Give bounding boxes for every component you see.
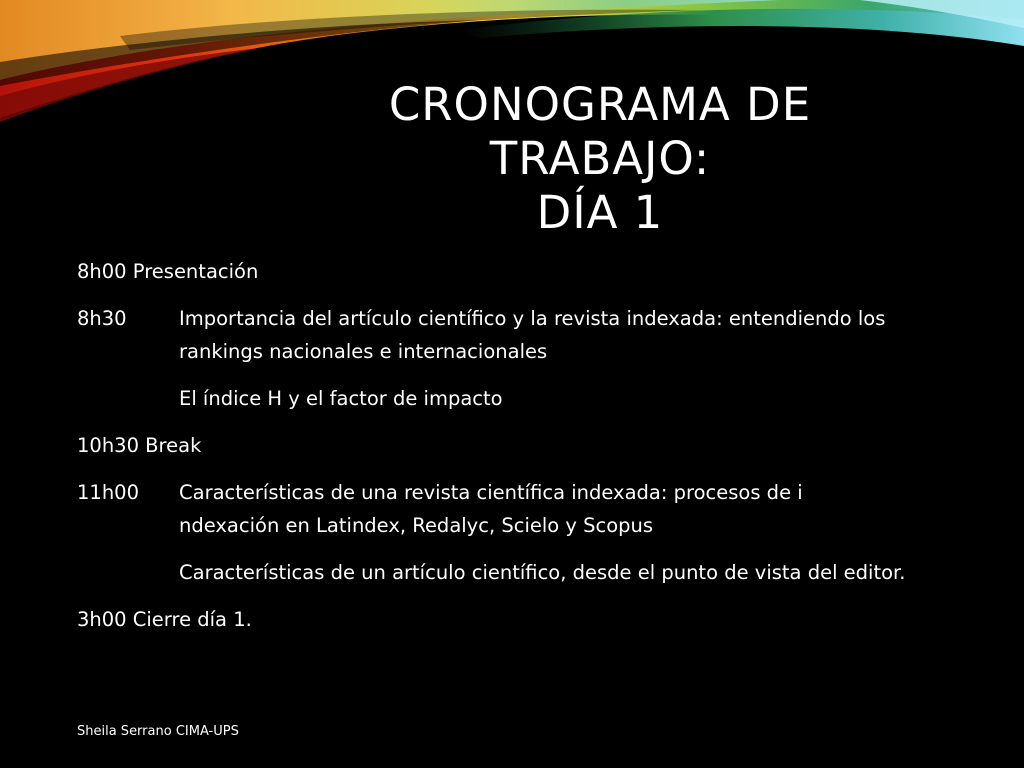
agenda-item-text: 10h30 Break (77, 434, 202, 457)
agenda-item (77, 429, 907, 462)
agenda-item-time: 8h30 (77, 307, 127, 330)
agenda-item (77, 603, 907, 636)
agenda-item (77, 382, 907, 415)
agenda-item (77, 476, 907, 542)
title-line: TRABAJO: (489, 132, 711, 185)
agenda-item-time: 11h00 (77, 481, 139, 504)
agenda-item (77, 556, 907, 589)
agenda-item-text: El índice H y el factor de impacto (179, 387, 503, 410)
footer-credit: Sheila Serrano CIMA-UPS (77, 724, 239, 739)
title-line: CRONOGRAMA DE (388, 78, 812, 131)
agenda-list (77, 255, 907, 650)
slide-title (300, 78, 900, 240)
agenda-item-text: Características de un artículo científico, desde el punto de vista del editor. (179, 561, 906, 584)
agenda-item-text: Características de una revista científica indexada: procesos de i ndexación en Latindex, Redalyc, Scielo y Scopus (179, 481, 803, 537)
agenda-item (77, 302, 907, 368)
agenda-item-text: 3h00 Cierre día 1. (77, 608, 252, 631)
agenda-item-text: 8h00 Presentación (77, 260, 259, 283)
title-line: DÍA 1 (536, 186, 664, 239)
agenda-item-text: Importancia del artículo científico y la revista indexada: entendiendo los rankings nacionales e internacionales (179, 307, 886, 363)
agenda-item (77, 255, 907, 288)
